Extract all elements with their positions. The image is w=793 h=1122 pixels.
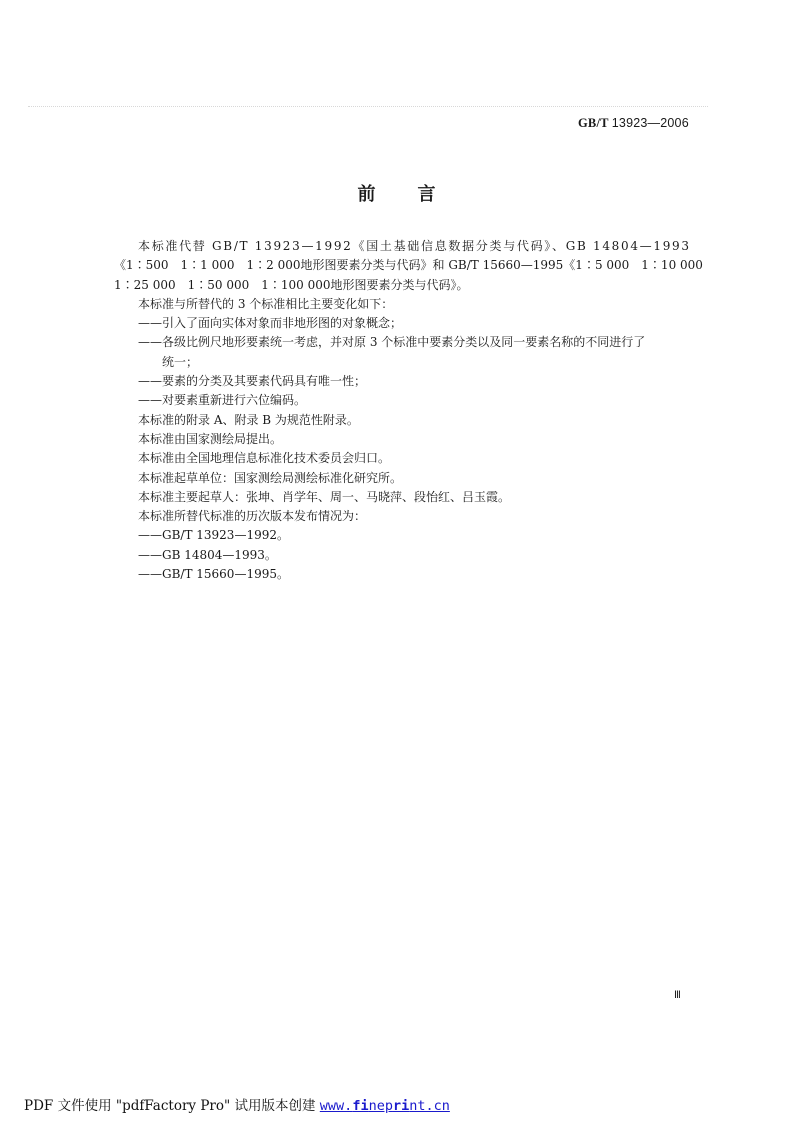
change-item: ——对要素重新进行六位编码。 [138,393,307,408]
proposer-statement: 本标准由国家测绘局提出。 [138,431,283,446]
drafting-unit-statement: 本标准起草单位：国家测绘局测绘标准化研究所。 [138,470,403,485]
history-item: ——GB/T 15660—1995。 [138,567,289,582]
history-item: ——GB 14804—1993。 [138,547,277,562]
title-char-1: 前 [357,184,376,205]
pdf-watermark-footer [24,1094,450,1114]
change-item: ——引入了面向实体对象而非地形图的对象概念； [138,316,403,331]
document-body [114,237,703,584]
header-rule [28,106,708,107]
replacement-paragraph-line-1: 本标准代替 GB/T 13923—1992《国土基础信息数据分类与代码》、GB 14804—1993 [138,239,691,253]
changes-intro: 本标准与所替代的 3 个标准相比主要变化如下： [138,296,394,311]
standard-number-prefix: GB/T [578,116,609,130]
annex-statement: 本标准的附录 A、附录 B 为规范性附录。 [138,412,359,427]
replacement-paragraph-line-2: 《1∶500 1∶1 000 1∶2 000地形图要素分类与代码》和 GB/T 15660—1995《1∶5 000 1∶10 000 [114,258,703,273]
standard-number-value: 13923—2006 [611,116,689,130]
watermark-text: PDF 文件使用 "pdfFactory Pro" 试用版本创建 [24,1098,320,1114]
change-item-continuation: 统一； [162,354,199,369]
history-item: ——GB/T 13923—1992。 [138,528,289,543]
history-intro: 本标准所替代标准的历次版本发布情况为： [138,509,367,524]
change-item: ——要素的分类及其要素代码具有唯一性； [138,374,367,389]
fineprint-link[interactable]: www.fineprint.cn [319,1098,450,1114]
page-number: Ⅲ [674,990,681,1001]
replacement-paragraph-line-3: 1∶25 000 1∶50 000 1∶100 000地形图要素分类与代码》。 [114,277,469,292]
committee-statement: 本标准由全国地理信息标准化技术委员会归口。 [138,451,391,466]
drafters-statement: 本标准主要起草人：张坤、肖学年、周一、马晓萍、段怡红、吕玉霞。 [138,489,511,504]
standard-number [578,116,689,131]
change-item: ——各级比例尺地形要素统一考虑，并对原 3 个标准中要素分类以及同一要素名称的不同进行了 [138,335,646,350]
title-char-2: 言 [417,184,436,205]
page-title [0,180,793,206]
